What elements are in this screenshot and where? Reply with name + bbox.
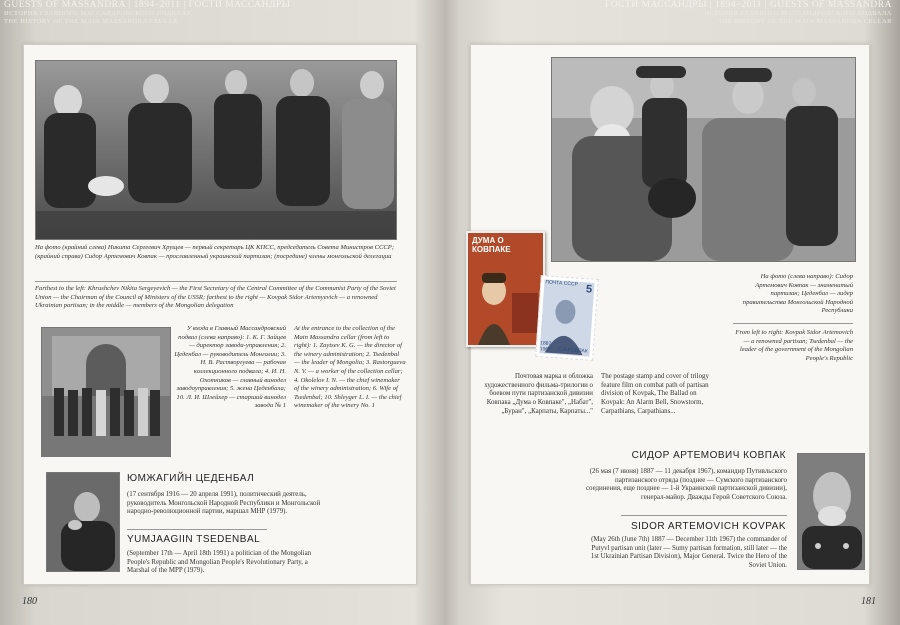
entrance-caption-en: At the entrance to the collection of the Main Massandra cellar (from left to right): 1. Zaytsev K. G. — the director of the winery administration; 2. Tsedenbal — the leader of Mongolia; 3. Rastorgueva N. V. — a worker of the collection cellar; 4. Okolelov I. N. — the chief winemaker of the winery administration; 6. Wife of Tsedenbal; 10. Shleyger L. I. — the chief winemaker of the winery No. 1 [294,325,406,410]
right-header-sub-en: THE HISTORY OF THE MAIN MASSANDRA CELLAR [718,18,892,25]
kovpak-name-ru: СИДОР АРТЕМОВИЧ КОВПАК [631,450,786,461]
divider [127,529,267,530]
stamp-caption-ru: Почтовая марка и обложка художественного фильма-трилогии о боевом пути партизанской дивизии Ковпака „Дума о Ковпаке", „Набат", „Буран", „Карпаты, Карпаты..." [484,373,593,415]
left-content-panel [23,44,417,585]
stamp-name: С.А.КОВПАК [557,346,588,355]
kovpak-bio-en: (May 26th (June 7th) 1887 — December 11th 1967) the commander of Putyvl partisan unit (later — Sumy partisan formation, still later — the 1st Ukrainian Partisan Division), Major General. Twice the Hero of the Soviet Union. [590,536,787,570]
photo-cellar-entrance [41,327,171,457]
left-page [0,0,448,625]
page-number-right: 181 [861,596,876,607]
right-header-sub-ru: ИСТОРИЯ ГЛАВНОГО МАССАНДРОВСКОГО ПОДВАЛА [704,10,892,17]
tsedenbal-bio-en: (September 17th — April 18th 1991) a politician of the Mongolian People's Republic and Mongolian People's Revolutionary Party, a Marshal of the MPP (1979). [127,550,312,575]
photo-kovpak-portrait-image [798,454,864,569]
tsedenbal-bio-ru: (17 сентября 1916 — 20 апреля 1991), политический деятель, руководитель Монгольской Народной Республики и Монгольской народно-революционной партии, маршал МНР (1979). [127,491,321,516]
entrance-caption-ru: У входа в Главный Массандровский подвал (слева направо): 1. К. Г. Зайцев — директор завода-управления; 2. Цеденбал — руководитель Монголии; 3. Н. В. Растворгуева — рабочая коллекционного подвала; 4. И. Н. Охотников — главный винодел заводоуправления; 5. жена Цеденбала; 10. Л. И. Шлейхер — старший винодел завода № 1 [174,325,286,410]
divider [35,281,397,282]
stamp-years: 1887 1967 [539,340,552,353]
left-header-sub-ru: ИСТОРИЯ ГЛАВНОГО МАССАНДРОВСКОГО ПОДВАЛА [4,10,192,17]
right-header [605,0,892,26]
film-poster [466,231,545,347]
stamp-value: 5 [585,283,593,296]
photo-cellar-entrance-image [42,328,170,456]
caption-ru: На фото (слева направо): Сидор Артемович Ковпак — знаменитый партизан; Цеденбал — лидер правительства Монгольской Народной Республики [742,273,853,315]
left-header-title: GUESTS OF MASSANDRA | 1894–2011 | ГОСТИ МАССАНДРЫ [4,0,291,10]
caption-top-ru: На фото (крайний слева) Никита Сергеевич Хрущев — первый секретарь ЦК КПСС, председатель Совета Министров СССР; (крайний справа) Сидор Артемович Ковпак — прославленный украинский партизан; (посредине) члены монгольской делегации [35,244,395,260]
right-header-title: ГОСТИ МАССАНДРЫ | 1894–2011 | GUESTS OF MASSANDRA [604,0,892,10]
photo-tsedenbal-image [47,473,119,571]
photo-kovpak-portrait [797,453,865,570]
right-content-panel [470,44,870,585]
film-poster-image [468,233,543,345]
tsedenbal-name-en: YUMJAAGIIN TSEDENBAL [127,534,261,545]
tsedenbal-name-ru: ЮМЖАГИЙН ЦЕДЕНБАЛ [127,473,255,484]
stamp-caption-en: The postage stamp and cover of trilogy feature film on combat path of partisan division of Kovpak, The Ballad on Kovpak: An Alarm Bell, Snowstorm, Carpathians, Carpathians... [601,373,709,415]
right-page [452,0,900,625]
page-number-left: 180 [22,596,37,607]
kovpak-bio-ru: (26 мая (7 июня) 1887 — 11 декабря 1967), командир Путивльского партизанского отряда (позднее — Сумского партизанского соединения, еще позднее — 1-й Украинской партизанской дивизии), генерал-майор. Дважды Герой Советского Союза. [586,468,787,502]
divider [733,323,853,324]
photo-khrushchev-delegation-image [36,61,396,239]
kovpak-name-en: SIDOR ARTEMOVICH KOVPAK [630,521,786,532]
film-poster-title: ДУМА О КОВПАКЕ [472,236,511,254]
stamp-country: ПОЧТА СССР [545,279,579,288]
postage-stamp [535,275,599,361]
photo-tsedenbal [46,472,120,572]
divider [621,515,787,516]
caption-en: From left to right: Kovpak Sidor Artemovich — a renowned partisan; Tsedenbal — the leader of the government of the Mongolian People's Republic [735,329,853,362]
left-header-sub-en: THE HISTORY OF THE MAIN MASSANDRA CELLAR [4,18,178,25]
left-header [4,0,291,26]
photo-kovpak-tsedenbal-image [552,58,855,261]
photo-kovpak-tsedenbal [551,57,856,262]
caption-top-en: Farthest to the left: Khrushchev Nikita Sergeyevich — the First Secretary of the Central Committee of the Communist Party of the Soviet Union — the Chairman of the Council of Ministers of the USSR; farthest to the right — Kovpak Sidor Artemyevich — a renowned Ukrainian partisan; in the middle — members of the Mongolian delegation [35,285,396,310]
photo-khrushchev-delegation [35,60,397,240]
